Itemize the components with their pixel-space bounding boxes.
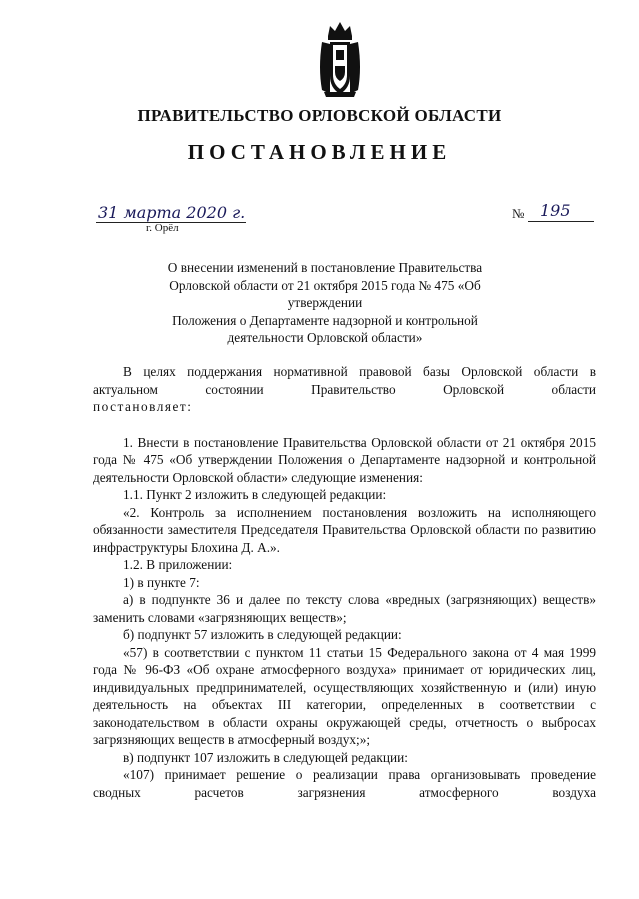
- document-subject: [150, 259, 500, 347]
- document-type-heading: ПОСТАНОВЛЕНИЕ: [187, 140, 452, 164]
- clause-1-2-b-text: «57) в соответствии с пунктом 11 статьи 15 Федерального закона от 4 мая 1999 года № 96-ФЗ «Об охране атмосферного воздуха» принимает от юридических лиц, индивидуальных предпринимателей, осуществляющих хозяйственную и (или) иную деятельность на объектах III категории, определенных в соответствии с законодательством в области охраны окружающей среды, отчетность о выбросах загрязняющих веществ в атмосферный воздух;»;: [93, 644, 596, 747]
- clause-1-2-a: а) в подпункте 36 и далее по тексту слова «вредных (загрязняющих) веществ» заменить словами «загрязняющих веществ»;: [93, 592, 596, 625]
- clause-1-2-1: 1) в пункте 7:: [123, 574, 200, 590]
- city-label: г. Орёл: [146, 222, 179, 234]
- resolve-word: постановляет:: [93, 399, 193, 414]
- handwritten-number: 195: [540, 201, 571, 220]
- preamble-paragraph: В целях поддержания нормативной правовой базы Орловской области в актуальном состоянии Правительство Орловской области: [93, 364, 596, 397]
- number-label: №: [512, 206, 525, 221]
- subject-line: Орловской области от 21 октября 2015 года № 475 «Об утверждении: [169, 277, 481, 310]
- clause-1-2-b: б) подпункт 57 изложить в следующей редакции:: [123, 627, 402, 642]
- subject-line: деятельности Орловской области»: [227, 330, 423, 345]
- subject-line: Положения о Департаменте надзорной и контрольной: [172, 312, 478, 328]
- government-heading: ПРАВИТЕЛЬСТВО ОРЛОВСКОЙ ОБЛАСТИ: [137, 106, 502, 125]
- clause-1-1-text: «2. Контроль за исполнением постановления возложить на исполняющего обязанности заместителя Председателя Правительства Орловской области по развитию инфраструктуры Блохина Д. А.».: [93, 504, 596, 555]
- orel-region-coat-of-arms-icon: [316, 18, 364, 98]
- handwritten-date: 31 марта 2020 г.: [98, 203, 246, 222]
- clause-1-2-v-text: «107) принимает решение о реализации права организовывать проведение сводных расчетов загрязнения атмосферного воздуха: [93, 767, 596, 800]
- clause-1-1: 1.1. Пункт 2 изложить в следующей редакции:: [123, 487, 387, 502]
- clause-1-2: 1.2. В приложении:: [123, 557, 233, 572]
- clause-1-2-v: в) подпункт 107 изложить в следующей редакции:: [123, 749, 408, 765]
- document-body: [93, 363, 596, 801]
- number-underline: [528, 221, 594, 222]
- subject-line: О внесении изменений в постановление Правительства: [167, 260, 483, 275]
- clause-1: 1. Внести в постановление Правительства Орловской области от 21 октября 2015 года № 475 «Об утверждении Положения о Департаменте надзорной и контрольной деятельности Орловской области» следующие изменения:: [93, 434, 596, 485]
